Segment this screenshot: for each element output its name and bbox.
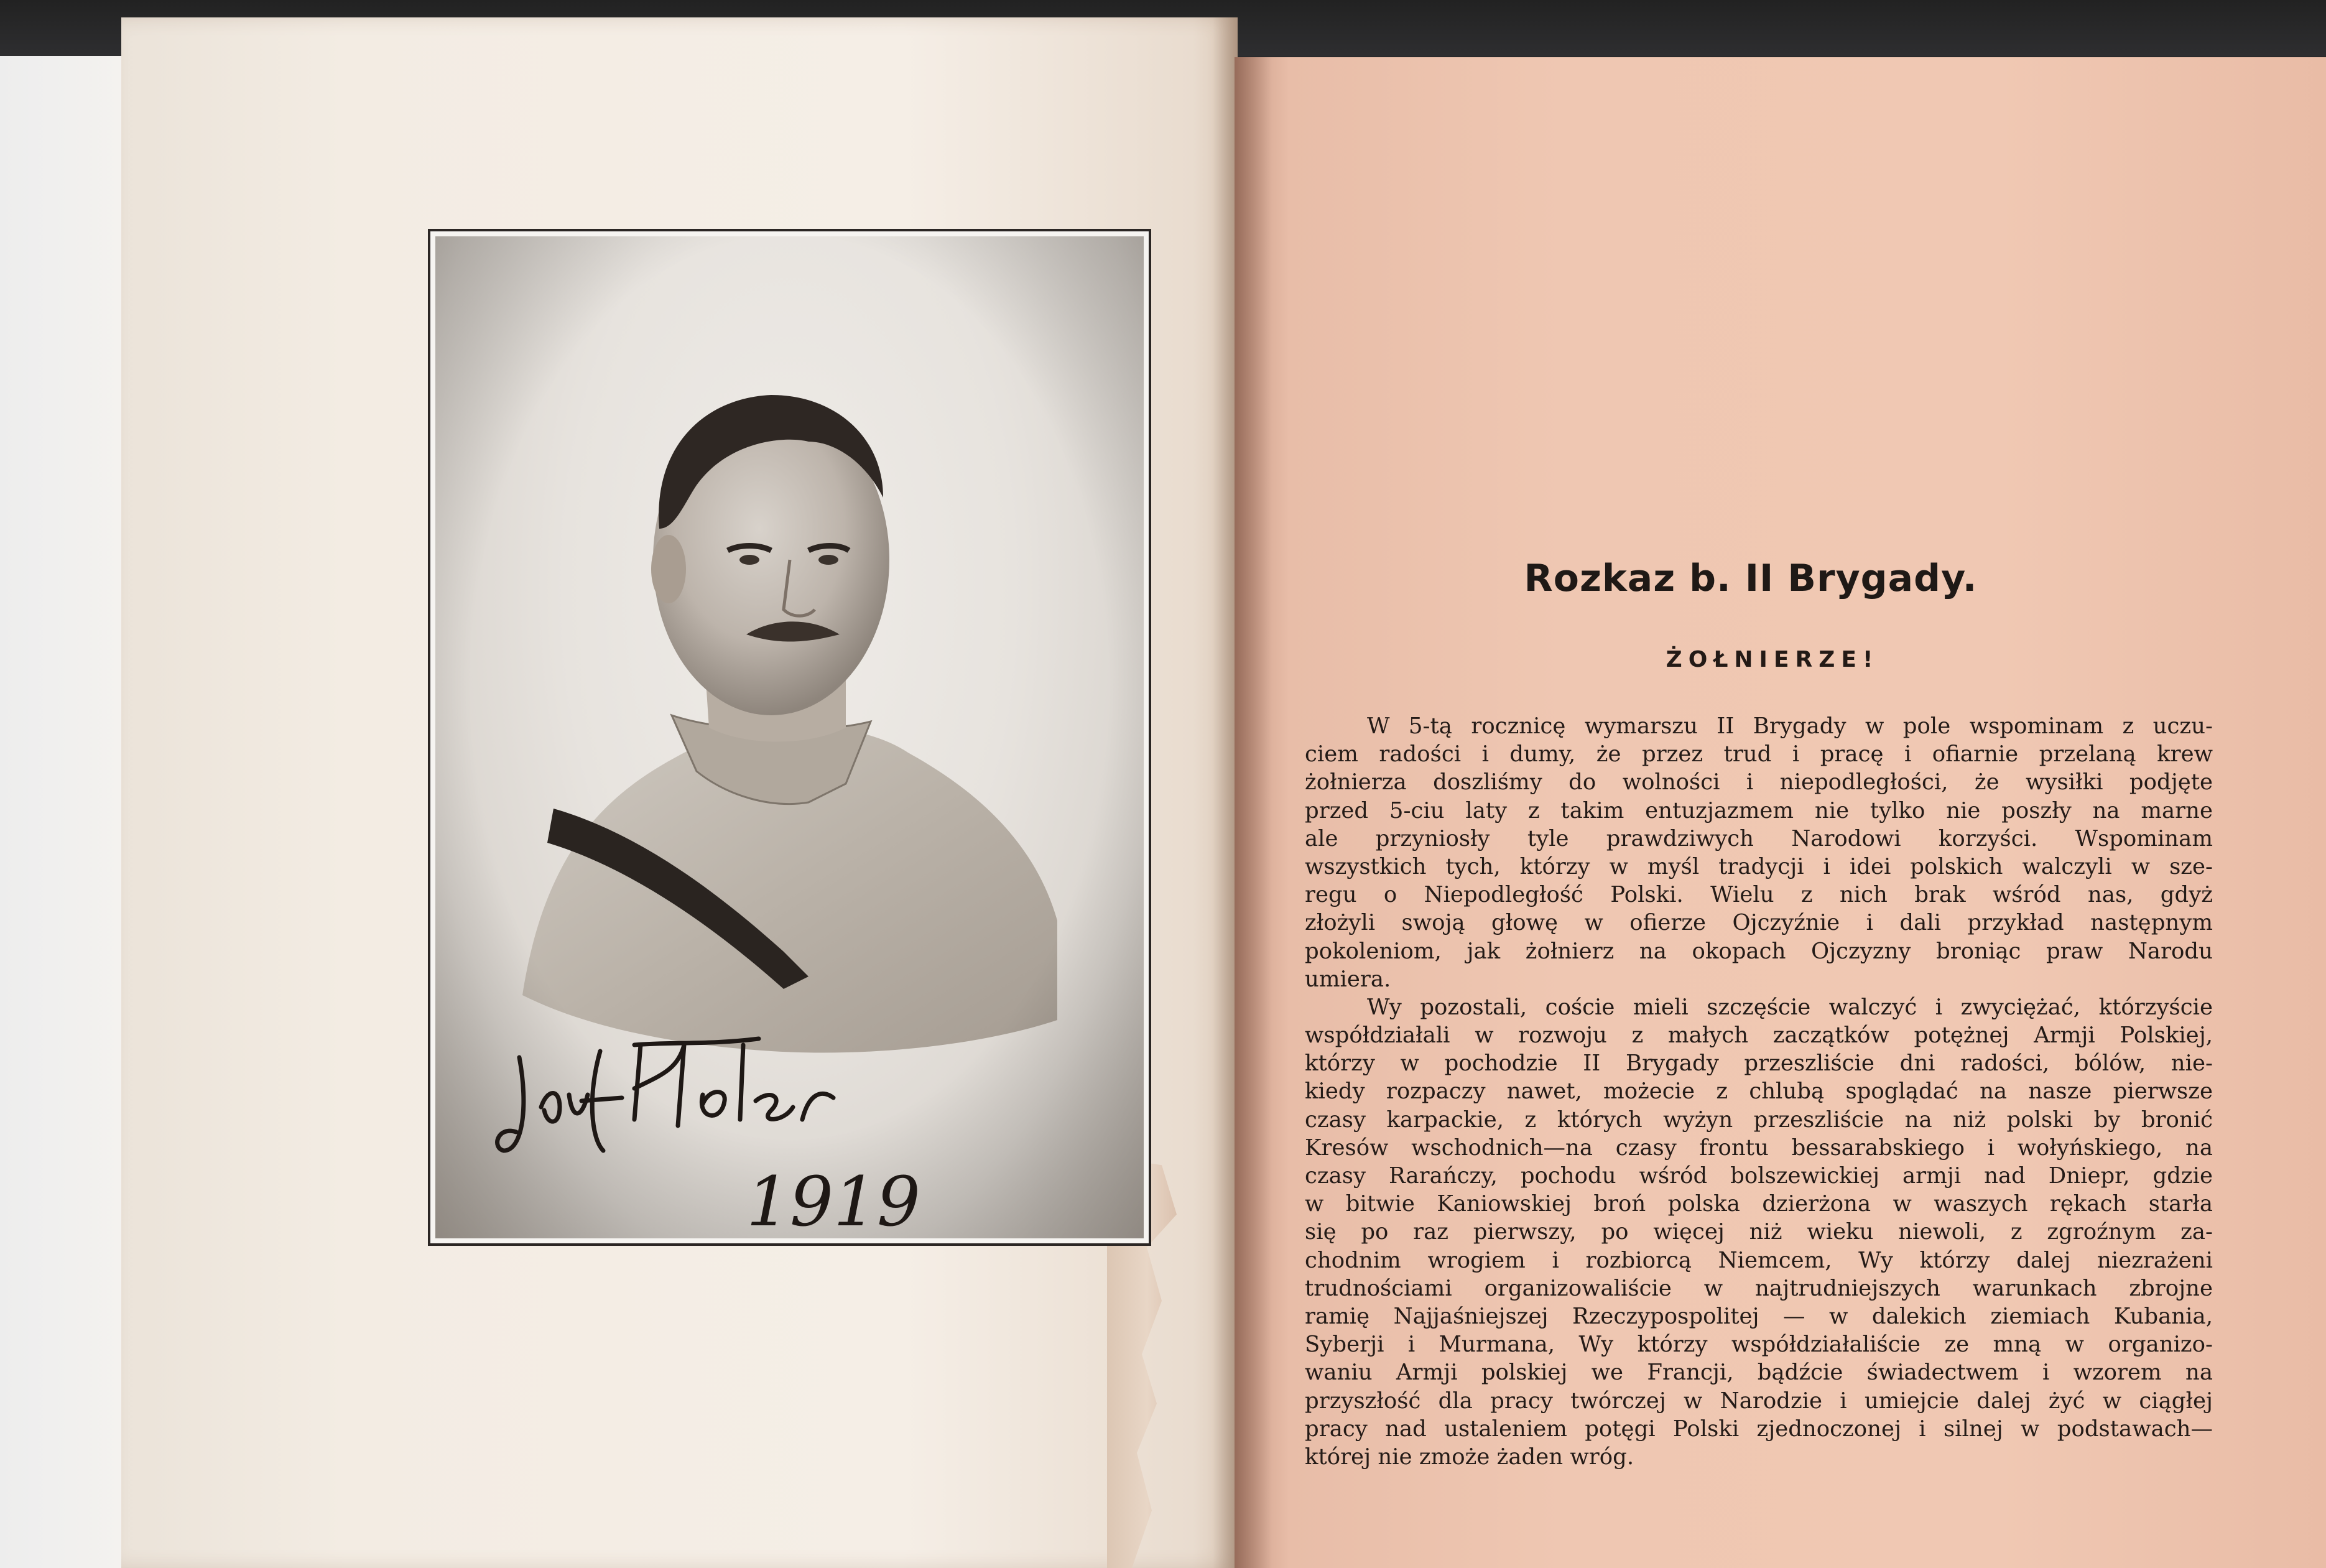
body-line: w bitwie Kaniowskiej broń polska dzierżona w waszych rękach starła [1305, 1191, 2213, 1217]
portrait-plate [428, 229, 1151, 1246]
page-fold-shadow [1213, 17, 1238, 1568]
document-title: Rozkaz b. II Brygady. [1524, 557, 1978, 600]
body-line: której nie zmoże żaden wróg. [1305, 1444, 1634, 1470]
body-line: którzy w pochodzie II Brygady przeszliście dni radości, bólów, nie- [1305, 1051, 2213, 1077]
body-line: żołnierza doszliśmy do wolności i niepodległości, że wysiłki podjęte [1305, 769, 2213, 796]
scanner-background [0, 0, 124, 1568]
portrait-photograph [435, 236, 1144, 1238]
body-line: czasy Rarańczy, pochodu wśród bolszewickiej armji nad Dniepr, gdzie [1305, 1163, 2213, 1189]
body-line: pokoleniom, jak żołnierz na okopach Ojczyzny broniąc praw Narodu [1305, 938, 2213, 964]
body-line: ramię Najjaśniejszej Rzeczypospolitej — w dalekich ziemiach Kubania, [1305, 1303, 2213, 1329]
body-line: wszystkich tych, którzy w myśl tradycji i idei polskich walczyli w sze- [1305, 853, 2213, 879]
body-line: chodnim wrogiem i rozbiorcą Niemcem, Wy którzy dalej niezrażeni [1305, 1247, 2213, 1273]
body-line: złożyli swoją głowę w ofierze Ojczyźnie i dali przykład następnym [1305, 910, 2213, 936]
body-line: trudnościami organizowaliście w najtrudniejszych warunkach zbrojne [1305, 1275, 2213, 1301]
page-gutter-shadow [1235, 57, 1272, 1568]
body-line: się po raz pierwszy, po więcej niż wieku niewoli, z zgroźnym za- [1305, 1219, 2213, 1245]
body-line: przed 5-ciu laty z takim entuzjazmem nie tylko nie poszły na marne [1305, 797, 2213, 823]
body-line: Wy pozostali, coście mieli szczęście walczyć i zwyciężać, którzyście [1367, 994, 2213, 1020]
body-line: Kresów wschodnich—na czasy frontu bessarabskiego i wołyńskiego, na [1305, 1134, 2213, 1161]
body-line: waniu Armji polskiej we Francji, bądźcie świadectwem i wzorem na [1305, 1360, 2213, 1386]
body-line: pracy nad ustaleniem potęgi Polski zjednoczonej i silnej w podstawach— [1305, 1416, 2213, 1442]
body-line: czasy karpackie, z których wyżyn przeszliście na niż polski by bronić [1305, 1106, 2213, 1133]
body-line: umiera. [1305, 966, 1391, 992]
body-line: W 5-tą rocznicę wymarszu II Brygady w pole wspominam z uczu- [1367, 713, 2213, 739]
body-line: ciem radości i dumy, że przez trud i pracę i ofiarnie przelaną krew [1305, 741, 2213, 768]
body-line: ale przyniosły tyle prawdziwych Narodowi korzyści. Wspominam [1305, 825, 2213, 851]
portrait-image [435, 236, 1144, 1238]
signature-year: 1919 [746, 1162, 920, 1238]
body-line: kiedy rozpaczy nawet, możecie z chlubą spoglądać na nasze pierwsze [1305, 1079, 2213, 1105]
order-body [1305, 712, 2213, 1471]
body-line: regu o Niepodległość Polski. Wielu z nich brak wśród nas, gdyż [1305, 882, 2213, 908]
body-line: współdziałali w rozwoju z małych zaczątków potężnej Armji Polskiej, [1305, 1023, 2213, 1049]
salutation: ŻOŁNIERZE! [1666, 647, 1879, 672]
body-line: Syberji i Murmana, Wy którzy współdziałaliście ze mną w organizo- [1305, 1332, 2213, 1358]
body-line: przyszłość dla pracy twórczej w Narodzie i umiejcie dalej żyć w ciągłej [1305, 1388, 2213, 1414]
